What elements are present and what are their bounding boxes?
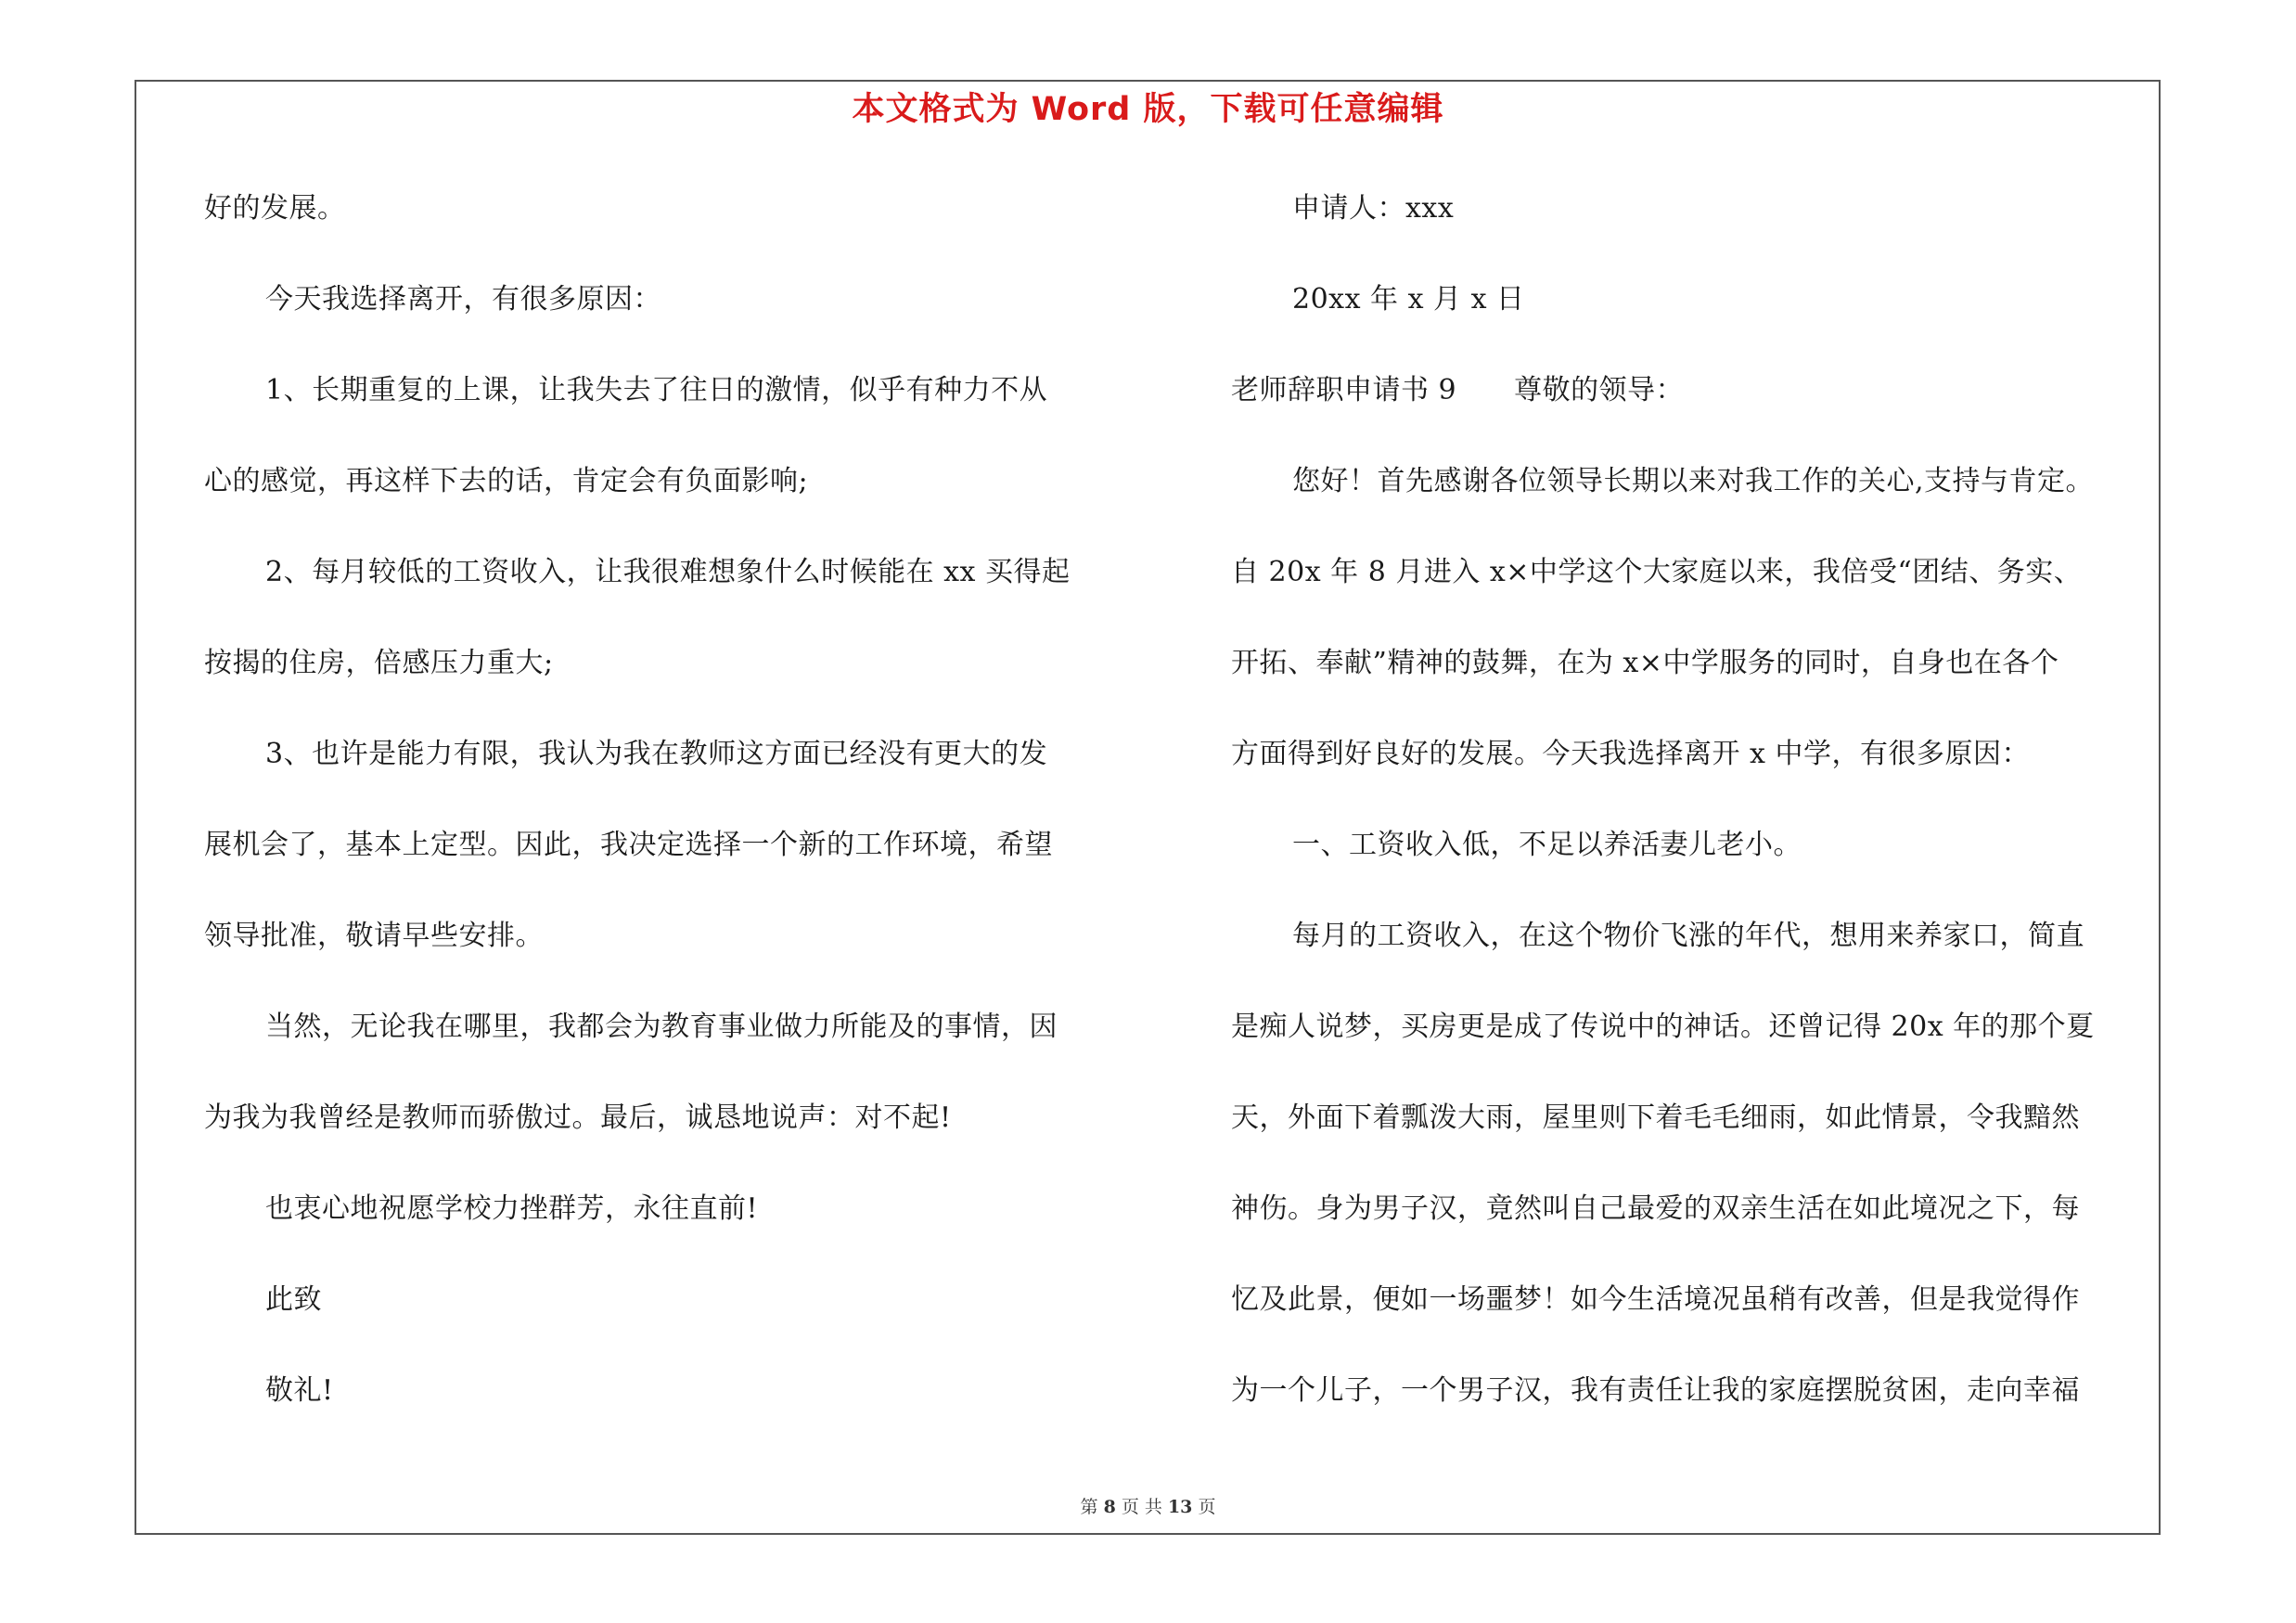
paragraph-line: 您好！首先感谢各位领导长期以来对我工作的关心,支持与肯定。: [1292, 465, 2095, 497]
salutation: 尊敬的领导：: [1514, 374, 1685, 406]
page-footer: [0, 1496, 2296, 1518]
paragraph-line: 当然，无论我在哪里，我都会为教育事业做力所能及的事情，因: [265, 1011, 1058, 1043]
letter-title: 老师辞职申请书 9: [1231, 374, 1457, 406]
paragraph-line: 为我为我曾经是教师而骄傲过。最后，诚恳地说声：对不起!: [204, 1101, 952, 1134]
closing-line: 敬礼!: [265, 1374, 334, 1407]
footer-prefix: 第: [1080, 1497, 1098, 1517]
paragraph-line: 心的感觉，再这样下去的话，肯定会有负面影响;: [204, 465, 809, 497]
footer-suffix: 页: [1198, 1497, 1216, 1517]
paragraph-line: 按揭的住房，倍感压力重大;: [204, 647, 554, 679]
paragraph-line: 为一个儿子，一个男子汉，我有责任让我的家庭摆脱贫困，走向幸福: [1231, 1374, 2080, 1407]
paragraph-line: 一、工资收入低，不足以养活妻儿老小。: [1292, 829, 1802, 861]
paragraph-line: 自 20x 年 8 月进入 x×中学这个大家庭以来，我倍受“团结、务实、: [1231, 556, 2083, 588]
paragraph-line: 好的发展。: [204, 192, 346, 225]
paragraph-line: 神伤。身为男子汉，竟然叫自己最爱的双亲生活在如此境况之下，每: [1231, 1192, 2080, 1225]
paragraph-line: 2、每月较低的工资收入，让我很难想象什么时候能在 xx 买得起: [265, 556, 1071, 588]
paragraph-line: 也衷心地祝愿学校力挫群芳，永往直前!: [265, 1192, 759, 1225]
paragraph-line: 是痴人说梦，买房更是成了传说中的神话。还曾记得 20x 年的那个夏: [1231, 1011, 2095, 1043]
total-page-count: 13: [1167, 1497, 1193, 1517]
paragraph-line: 1、长期重复的上课，让我失去了往日的激情，似乎有种力不从: [265, 374, 1048, 406]
current-page-number: 8: [1103, 1497, 1116, 1517]
date-line: 20xx 年 x 月 x 日: [1292, 283, 1525, 316]
applicant-line: 申请人：xxx: [1292, 192, 1455, 225]
paragraph-line: 每月的工资收入，在这个物价飞涨的年代，想用来养家口，简直: [1292, 920, 2084, 952]
left-column: [204, 186, 1132, 1459]
closing-line: 此致: [265, 1283, 322, 1316]
paragraph-line: 领导批准，敬请早些安排。: [204, 920, 544, 952]
right-column: [1231, 186, 2168, 1459]
paragraph-line: 忆及此景，便如一场噩梦！如今生活境况虽稍有改善，但是我觉得作: [1231, 1283, 2080, 1316]
footer-middle: 页 共: [1121, 1497, 1162, 1517]
paragraph-line: 今天我选择离开，有很多原因：: [265, 283, 661, 316]
paragraph-line: 开拓、奉献”精神的鼓舞，在为 x×中学服务的同时，自身也在各个: [1231, 647, 2059, 679]
letter-heading: [1231, 367, 2168, 413]
paragraph-line: 3、也许是能力有限，我认为我在教师这方面已经没有更大的发: [265, 738, 1048, 770]
word-format-banner: 本文格式为 Word 版，下载可任意编辑: [852, 91, 1444, 128]
paragraph-line: 展机会了，基本上定型。因此，我决定选择一个新的工作环境，希望: [204, 829, 1053, 861]
paragraph-line: 天，外面下着瓢泼大雨，屋里则下着毛毛细雨，如此情景，令我黯然: [1231, 1101, 2080, 1134]
paragraph-line: 方面得到好良好的发展。今天我选择离开 x 中学，有很多原因：: [1231, 738, 2030, 770]
